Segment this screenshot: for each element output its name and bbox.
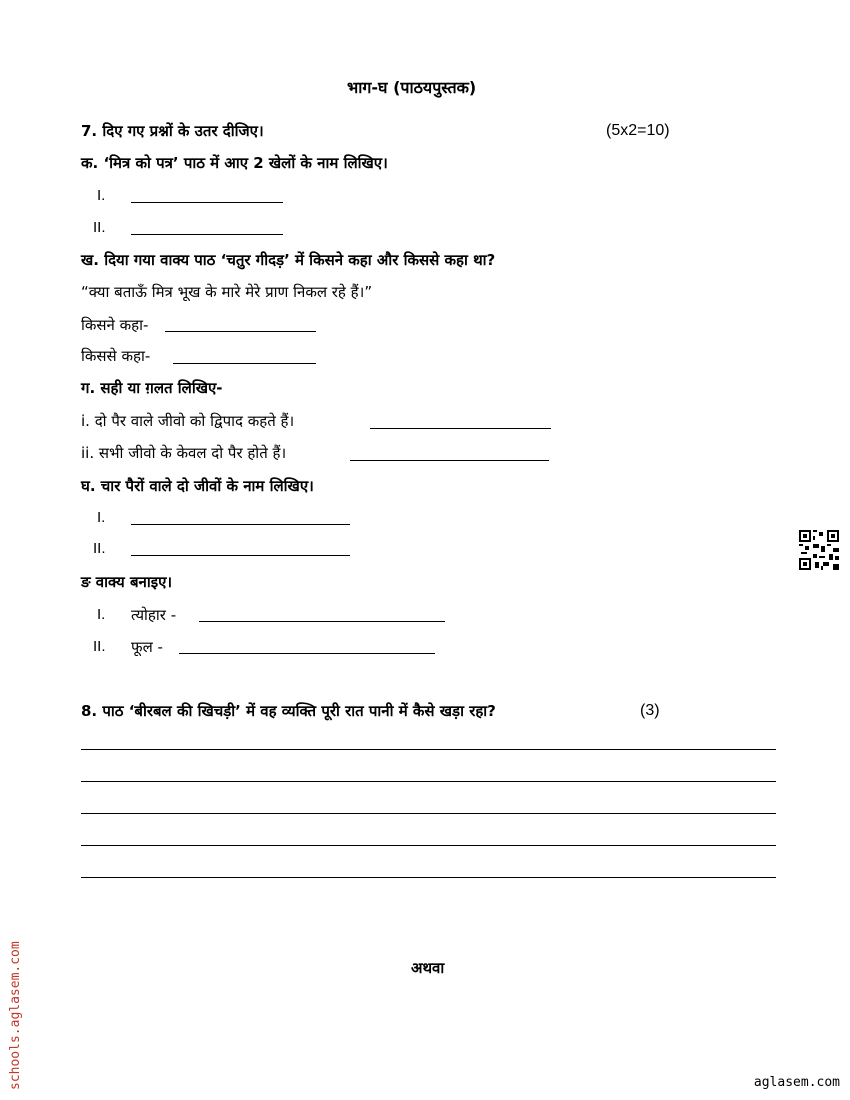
q8-answer-line-2[interactable] <box>81 781 776 782</box>
section-title: भाग-घ (पाठयपुस्तक) <box>347 78 477 97</box>
footer-watermark: aglasem.com <box>753 1075 840 1090</box>
q7b-to-whom-label: किससे कहा- <box>81 347 151 365</box>
q7e-item-2-word: फूल - <box>131 638 163 656</box>
q7a-answer-line-2[interactable] <box>131 234 283 235</box>
q7b-who-said-label: किसने कहा- <box>81 316 149 334</box>
q8-answer-line-3[interactable] <box>81 813 776 814</box>
q7d-item-2-number: II. <box>93 540 106 557</box>
q7b-to-whom-line[interactable] <box>173 363 316 364</box>
q7e-item-2-number: II. <box>93 638 106 655</box>
q7a-question: क. ‘मित्र को पत्र’ पाठ में आए 2 खेलों के नाम लिखिए। <box>81 154 388 172</box>
q7e-answer-line-1[interactable] <box>199 621 445 622</box>
q7a-item-2-number: II. <box>93 219 106 236</box>
q7d-answer-line-1[interactable] <box>131 524 350 525</box>
q7-marks: (5x2=10) <box>606 122 670 139</box>
q7d-item-1-number: I. <box>97 509 106 526</box>
q8-answer-line-5[interactable] <box>81 877 776 878</box>
q7e-item-1-word: त्योहार - <box>131 606 177 624</box>
q7-heading: 7. दिए गए प्रश्नों के उतर दीजिए। <box>81 122 264 140</box>
q8-question: 8. पाठ ‘बीरबल की खिचड़ी’ में वह व्यक्ति पूरी रात पानी में कैसे खड़ा रहा? <box>81 702 496 720</box>
q7a-item-1-number: I. <box>97 187 106 204</box>
q7b-quote: “क्या बताऊँ मित्र भूख के मारे मेरे प्राण निकल रहे हैं।” <box>81 283 373 301</box>
q7c-question: ग. सही या ग़लत लिखिए- <box>81 379 223 397</box>
q7e-item-1-number: I. <box>97 606 106 623</box>
q8-marks: (3) <box>640 702 660 719</box>
q7c-statement-1: i. दो पैर वाले जीवो को द्विपाद कहते हैं। <box>81 412 295 430</box>
q7a-answer-line-1[interactable] <box>131 202 283 203</box>
q8-answer-line-1[interactable] <box>81 749 776 750</box>
q7e-question: ङ वाक्य बनाइए। <box>81 573 173 591</box>
q7c-answer-line-2[interactable] <box>350 460 549 461</box>
q7c-answer-line-1[interactable] <box>370 428 551 429</box>
q7b-who-said-line[interactable] <box>165 331 316 332</box>
q7d-answer-line-2[interactable] <box>131 555 350 556</box>
q8-answer-line-4[interactable] <box>81 845 776 846</box>
q7c-statement-2: ii. सभी जीवो के केवल दो पैर होते हैं। <box>81 444 287 462</box>
qr-code-icon <box>799 530 839 570</box>
q7b-question: ख. दिया गया वाक्य पाठ ‘चतुर गीदड़’ में किसने कहा और किससे कहा था? <box>81 251 496 269</box>
side-watermark: schools.aglasem.com <box>8 941 23 1090</box>
q7d-question: घ. चार पैरों वाले दो जीवों के नाम लिखिए। <box>81 477 314 495</box>
or-text: अथवा <box>411 959 445 977</box>
q7e-answer-line-2[interactable] <box>179 653 435 654</box>
